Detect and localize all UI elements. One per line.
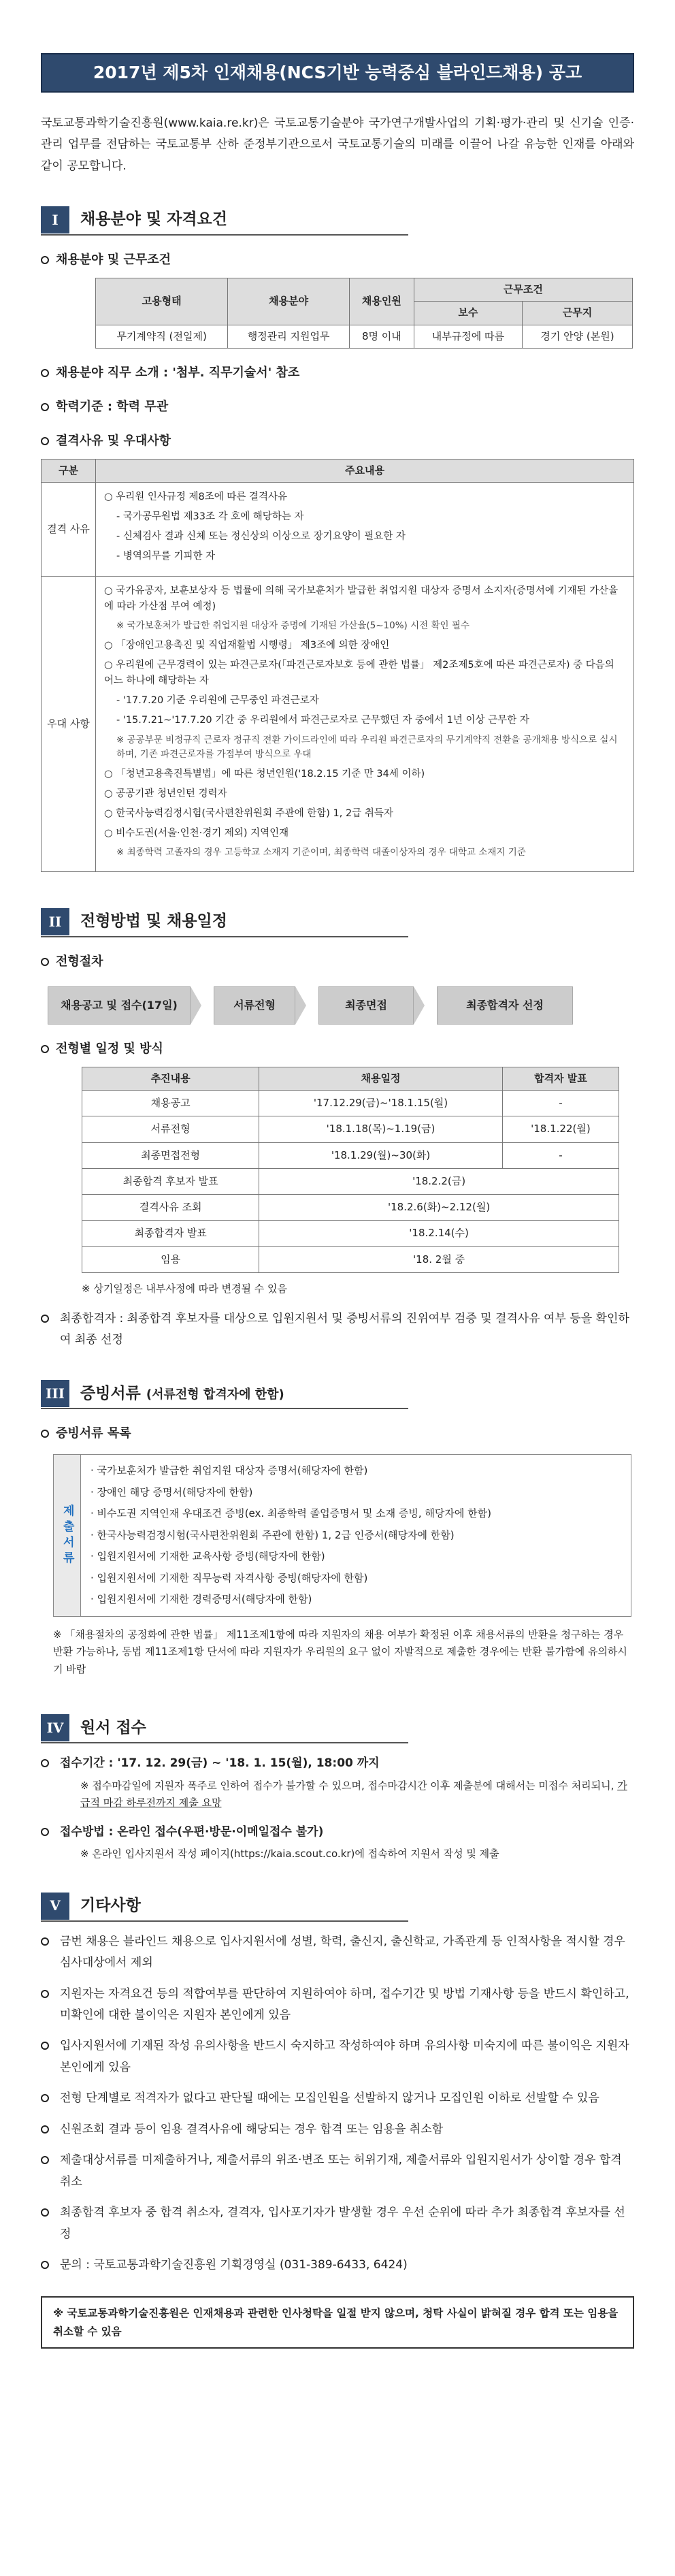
- circle-bullet-icon: [41, 1759, 49, 1767]
- notice-page: [0, 53, 675, 2576]
- section-3-header: [41, 1379, 408, 1409]
- page-title: 2017년 제5차 인재채용(NCS기반 능력중심 블라인드채용) 공고: [41, 53, 634, 93]
- sub-heading: 채용분야 및 근무조건: [41, 251, 634, 270]
- flow-step: 최종합격자 선정: [437, 986, 573, 1025]
- other-item: 지원자는 자격요건 등의 적합여부를 판단하여 지원하여야 하며, 접수기간 및 방법 기재사항 등을 반드시 확인하고, 미확인에 대한 불이익은 지원자 본인에게 있음: [41, 1984, 634, 2027]
- qualification-table: 구분 주요내용 결격 사유 ○ 우리원 인사규정 제8조에 따른 결격사유 - 국가공무원법 제33조 각 호에 해당하는 자 - 신체검사 결과 신체 또는 정신상의 이상으로 장기요양이 필요한 자 - 병역의무를 기피한 자 우대 사항 ○ 국가유공자, 보훈보상자 등 법률에 의해 국가보훈처가 발급한 취업지원 대상자 증명서 소지자(증명서에 기재된 가산율에 따라 가산점 부여 예정) ※ 국가보훈처가 발급한 취업지원 대상자 증명에 기재된 가산율(5~10%) 시전 확인 필수 ○ 「장애인고용촉진 및 직업재활법 시행령」 제3조에 의한 장애인 ○ 우리원에 근무경력이 있는 파견근로자(「파견근로자보호 등에 관한 법률」 제2조제5호에 따른 파견근로자) 중 다음의 어느 하나에 해당하는 자 - '17.7.20 기준 우리원에 근무중인 파견근로자 - '15.7.21~'17.7.20 기간 중 우리원에서 파견근로자로 근무했던 자 중에서 1년 이상 근무한 자 ※ 공공부문 비정규직 근로자 정규직 전환 가이드라인에 따라 우리원 파견근로자의 무기계약직 전환을 공개채용 방식으로 실시하며, 기존 파견근로자를 가점부여 방식으로 우대 ○ 「청년고용촉진특별법」에 따른 청년인원('18.2.15 기준 만 34세 이하) ○ 공공기관 청년인턴 경력자 ○ 한국사능력검정시험(국사편찬위원회 주관에 한함) 1, 2급 취득자 ○ 비수도권(서울·인천·경기 제외) 지역인재 ※ 최종학력 고졸자의 경우 고등학교 소재지 기준이며, 최종학력 대졸이상자의 경우 대학교 소재지 기준: [41, 459, 634, 872]
- flow-step: 서류전형: [214, 986, 295, 1025]
- section-1-header: [41, 206, 408, 236]
- intro-text: 국토교통과학기술진흥원(www.kaia.re.kr)은 국토교통기술분야 국가연구개발사업의 기획·평가·관리 및 신기술 인증·관리 업무를 전담하는 국토교통부 산하 준정부기관으로서 국토교통기술의 미래를 이끌어 나갈 유능한 인재를 아래와 같이 공모합니다.: [41, 116, 634, 173]
- section-5-header: [41, 1892, 408, 1922]
- circle-bullet-icon: [41, 403, 49, 411]
- section-title: 채용분야 및 자격요건: [80, 210, 227, 229]
- section-title: 증빙서류 (서류전형 합격자에 한함): [80, 1384, 284, 1402]
- flow-step: 최종면접: [318, 986, 414, 1025]
- sub-heading: 학력기준 : 학력 무관: [41, 398, 634, 417]
- disqualification-list: ○ 우리원 인사규정 제8조에 따른 결격사유 - 국가공무원법 제33조 각 호에 해당하는 자 - 신체검사 결과 신체 또는 정신상의 이상으로 장기요양이 필요한 자 - 병역의무를 기피한 자: [96, 482, 634, 576]
- method-note: ※ 온라인 입사지원서 작성 페이지(https://kaia.scout.co.kr)에 접속하여 지원서 작성 및 제출: [80, 1848, 499, 1861]
- section-number: I: [41, 206, 69, 234]
- documents-note: ※ 「채용절차의 공정화에 관한 법률」 제11조제1항에 따라 지원자의 채용 여부가 확정된 이후 채용서류의 반환을 청구하는 경우 반환 가능하나, 동법 제11조제1항 단서에 따라 지원자가 우리원의 요구 없이 자발적으로 제출한 경우에는 반환 불가함에 유의하시기 바람: [53, 1628, 627, 1675]
- section-title: 기타사항: [80, 1896, 141, 1914]
- sub-heading: 결격사유 및 우대사항: [41, 432, 634, 451]
- preference-list: ○ 국가유공자, 보훈보상자 등 법률에 의해 국가보훈처가 발급한 취업지원 대상자 증명서 소지자(증명서에 기재된 가산율에 따라 가산점 부여 예정) ※ 국가보훈처가 발급한 취업지원 대상자 증명에 기재된 가산율(5~10%) 시전 확인 필수 ○ 「장애인고용촉진 및 직업재활법 시행령」 제3조에 의한 장애인 ○ 우리원에 근무경력이 있는 파견근로자(「파견근로자보호 등에 관한 법률」 제2조제5호에 따른 파견근로자) 중 다음의 어느 하나에 해당하는 자 - '17.7.20 기준 우리원에 근무중인 파견근로자 - '15.7.21~'17.7.20 기간 중 우리원에서 파견근로자로 근무했던 자 중에서 1년 이상 근무한 자 ※ 공공부문 비정규직 근로자 정규직 전환 가이드라인에 따라 우리원 파견근로자의 무기계약직 전환을 공개채용 방식으로 실시하며, 기존 파견근로자를 가점부여 방식으로 우대 ○ 「청년고용촉진특별법」에 따른 청년인원('18.2.15 기준 만 34세 이하) ○ 공공기관 청년인턴 경력자 ○ 한국사능력검정시험(국사편찬위원회 주관에 한함) 1, 2급 취득자 ○ 비수도권(서울·인천·경기 제외) 지역인재 ※ 최종학력 고졸자의 경우 고등학교 소재지 기준이며, 최종학력 대졸이상자의 경우 대학교 소재지 기준: [96, 576, 634, 871]
- sub-heading: 채용분야 직무 소개 : '첨부. 직무기술서' 참조: [41, 364, 634, 383]
- circle-bullet-icon: [41, 437, 49, 445]
- final-selection-text: 최종합격자 : 최종합격 후보자를 대상으로 입원지원서 및 증빙서류의 진위여부 검증 및 결격사유 여부 등을 확인하여 최종 선정: [41, 1308, 634, 1351]
- section-number: V: [41, 1893, 69, 1920]
- circle-bullet-icon: [41, 2156, 49, 2164]
- circle-bullet-icon: [41, 2125, 49, 2134]
- period-note: ※ 접수마감일에 지원자 폭주로 인하여 접수가 불가할 수 있으며, 접수마감시간 이후 제출분에 대해서는 미접수 처리되니, 가급적 마감 하루전까지 제출 요망: [80, 1779, 627, 1809]
- section-4-header: [41, 1713, 408, 1743]
- circle-bullet-icon: [41, 1315, 49, 1323]
- documents-label: 제출서류: [54, 1455, 81, 1616]
- section-number: IV: [41, 1714, 69, 1741]
- section-number: II: [41, 908, 69, 935]
- section-title: 원서 접수: [80, 1718, 146, 1737]
- circle-bullet-icon: [41, 369, 49, 377]
- flow-step: 채용공고 및 접수(17일): [48, 986, 191, 1025]
- circle-bullet-icon: [41, 256, 49, 264]
- application-period: 접수기간 : '17. 12. 29(금) ~ '18. 1. 15(월), 18:00 까지: [41, 1753, 634, 1774]
- circle-bullet-icon: [41, 1937, 49, 1946]
- other-item: 최종합격 후보자 중 합격 취소자, 결격자, 입사포기자가 발생할 경우 우선 순위에 따라 추가 최종합격 후보자를 선정: [41, 2202, 634, 2245]
- sub-heading: 증빙서류 목록: [41, 1424, 634, 1443]
- process-flow: [48, 986, 634, 1025]
- arrow-right-icon: [191, 986, 201, 1025]
- documents-box: [53, 1454, 631, 1617]
- circle-bullet-icon: [41, 2042, 49, 2050]
- other-item: 금번 채용은 블라인드 채용으로 입사지원서에 성별, 학력, 출신지, 출신학교, 가족관계 등 인적사항을 적시할 경우 심사대상에서 제외: [41, 1931, 634, 1974]
- schedule-note: ※ 상기일정은 내부사정에 따라 변경될 수 있음: [82, 1282, 287, 1295]
- schedule-table: 추진내용 채용일정 합격자 발표 채용공고 '17.12.29(금)~'18.1.15(월) - 서류전형 '18.1.18(목)~1.19(금) '18.1.22(월) 최종면접전형 '18.1.29(월)~30(화) - 최종합격 후보자 발표 '18.2.2(금) 결격사유 조회 '18.2.6(화)~2.12(월) 최종합격자 발표 '18.2.14(수) 임용 '18. 2월 중: [82, 1067, 619, 1273]
- arrow-right-icon: [295, 986, 306, 1025]
- other-item: 제출대상서류를 미제출하거나, 제출서류의 위조·변조 또는 허위기재, 제출서류와 입원지원서가 상이할 경우 합격 취소: [41, 2150, 634, 2193]
- circle-bullet-icon: [41, 1045, 49, 1053]
- other-item: 입사지원서에 기재된 작성 유의사항을 반드시 숙지하고 작성하여야 하며 유의사항 미숙지에 따른 불이익은 지원자 본인에게 있음: [41, 2035, 634, 2078]
- documents-list: · 국가보훈처가 발급한 취업지원 대상자 증명서(해당자에 한함) · 장애인 해당 증명서(해당자에 한함) · 비수도권 지역인재 우대조건 증빙(ex. 최종학력 졸업증명서 및 소재 증빙, 해당자에 한함) · 한국사능력검정시험(국사편찬위원회 주관에 한함) 1, 2급 인증서(해당자에 한함) · 입원지원서에 기재한 교육사항 증빙(해당자에 한함) · 입원지원서에 기재한 직무능력 자격사항 증빙(해당자에 한함) · 입원지원서에 기재한 경력증명서(해당자에 한함): [90, 1464, 491, 1606]
- section-title: 전형방법 및 채용일정: [80, 912, 227, 931]
- circle-bullet-icon: [41, 1828, 49, 1836]
- circle-bullet-icon: [41, 1990, 49, 1998]
- sub-heading: 전형별 일정 및 방식: [41, 1040, 634, 1059]
- circle-bullet-icon: [41, 958, 49, 966]
- other-item: 신원조회 결과 등이 임용 결격사유에 해당되는 경우 합격 또는 임용을 취소함: [41, 2119, 634, 2140]
- contact-item: 문의 : 국토교통과학기술진흥원 기획경영실 (031-389-6433, 6424): [41, 2255, 634, 2276]
- recruit-table: 고용형태 채용분야 채용인원 근무조건 보수 근무지 무기계약직 (전일제) 행정관리 지원업무 8명 이내 내부규정에 따름 경기 안양 (본원): [95, 278, 633, 349]
- circle-bullet-icon: [41, 1430, 49, 1438]
- arrow-right-icon: [414, 986, 425, 1025]
- section-number: III: [41, 1380, 69, 1407]
- application-method: 접수방법 : 온라인 접수(우편·방문·이메일접수 불가): [41, 1822, 634, 1843]
- footer-notice: ※ 국토교통과학기술진흥원은 인재채용과 관련한 인사청탁을 일절 받지 않으며, 청탁 사실이 밝혀질 경우 합격 또는 임용을 취소할 수 있음: [41, 2296, 634, 2349]
- circle-bullet-icon: [41, 2261, 49, 2269]
- sub-heading: 전형절차: [41, 952, 634, 971]
- section-2-header: [41, 907, 408, 937]
- circle-bullet-icon: [41, 2208, 49, 2217]
- circle-bullet-icon: [41, 2094, 49, 2102]
- other-item: 전형 단계별로 적격자가 없다고 판단될 때에는 모집인원을 선발하지 않거나 모집인원 이하로 선발할 수 있음: [41, 2088, 634, 2109]
